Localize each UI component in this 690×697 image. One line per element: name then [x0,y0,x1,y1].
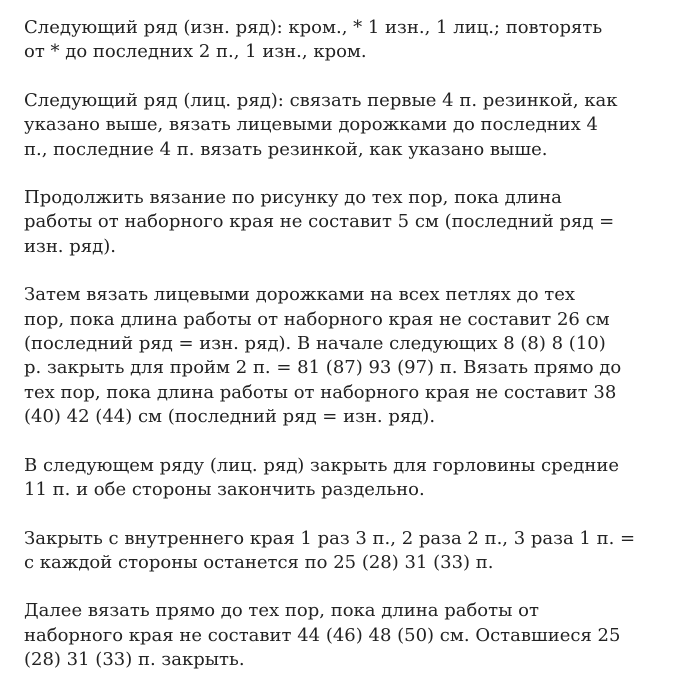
text-line: наборного края не составит 44 (46) 48 (50) см. Оставшиеся 25 [24,624,621,646]
text-line: с каждой стороны останется по 25 (28) 31 (33) п. [24,551,494,573]
text-line: п., последние 4 п. вязать резинкой, как указано выше. [24,138,548,160]
text-line: изн. ряд). [24,235,116,257]
paragraph-final [24,599,674,672]
text-line: пор, пока длина работы от наборного края не составит 26 см [24,308,610,330]
text-line: (последний ряд = изн. ряд). В начале следующих 8 (8) 8 (10) [24,333,606,355]
text-line: работы от наборного края не составит 5 см (последний ряд = [24,211,615,233]
text-line: Затем вязать лицевыми дорожками на всех петлях до тех [24,284,576,306]
text-line: Закрыть с внутреннего края 1 раз 3 п., 2 раза 2 п., 3 раза 1 п. = [24,527,636,549]
text-line: тех пор, пока длина работы от наборного края не составит 38 [24,381,617,403]
text-line: (40) 42 (44) см (последний ряд = изн. ряд). [24,406,436,428]
text-line: от * до последних 2 п., 1 изн., кром. [24,41,367,63]
text-line: Следующий ряд (лиц. ряд): связать первые 4 п. резинкой, как [24,89,618,111]
text-line: р. закрыть для пройм 2 п. = 81 (87) 93 (97) п. Вязать прямо до [24,357,622,379]
paragraph-bind-off-inner [24,527,674,576]
text-line: В следующем ряду (лиц. ряд) закрыть для горловины средние [24,454,619,476]
text-line: Далее вязать прямо до тех пор, пока длина работы от [24,600,539,622]
paragraph-purl-row [24,16,674,65]
paragraph-knit-row [24,89,674,162]
knitting-instructions [24,16,674,697]
text-line: 11 п. и обе стороны закончить раздельно. [24,479,425,501]
paragraph-neckline [24,454,674,503]
paragraph-continue-pattern [24,186,674,259]
text-line: Продолжить вязание по рисунку до тех пор, пока длина [24,187,562,209]
text-line: указано выше, вязать лицевыми дорожками до последних 4 [24,114,598,136]
text-line: Следующий ряд (изн. ряд): кром., * 1 изн., 1 лиц.; повторять [24,17,603,38]
text-line: (28) 31 (33) п. закрыть. [24,649,245,671]
paragraph-armholes [24,283,674,429]
